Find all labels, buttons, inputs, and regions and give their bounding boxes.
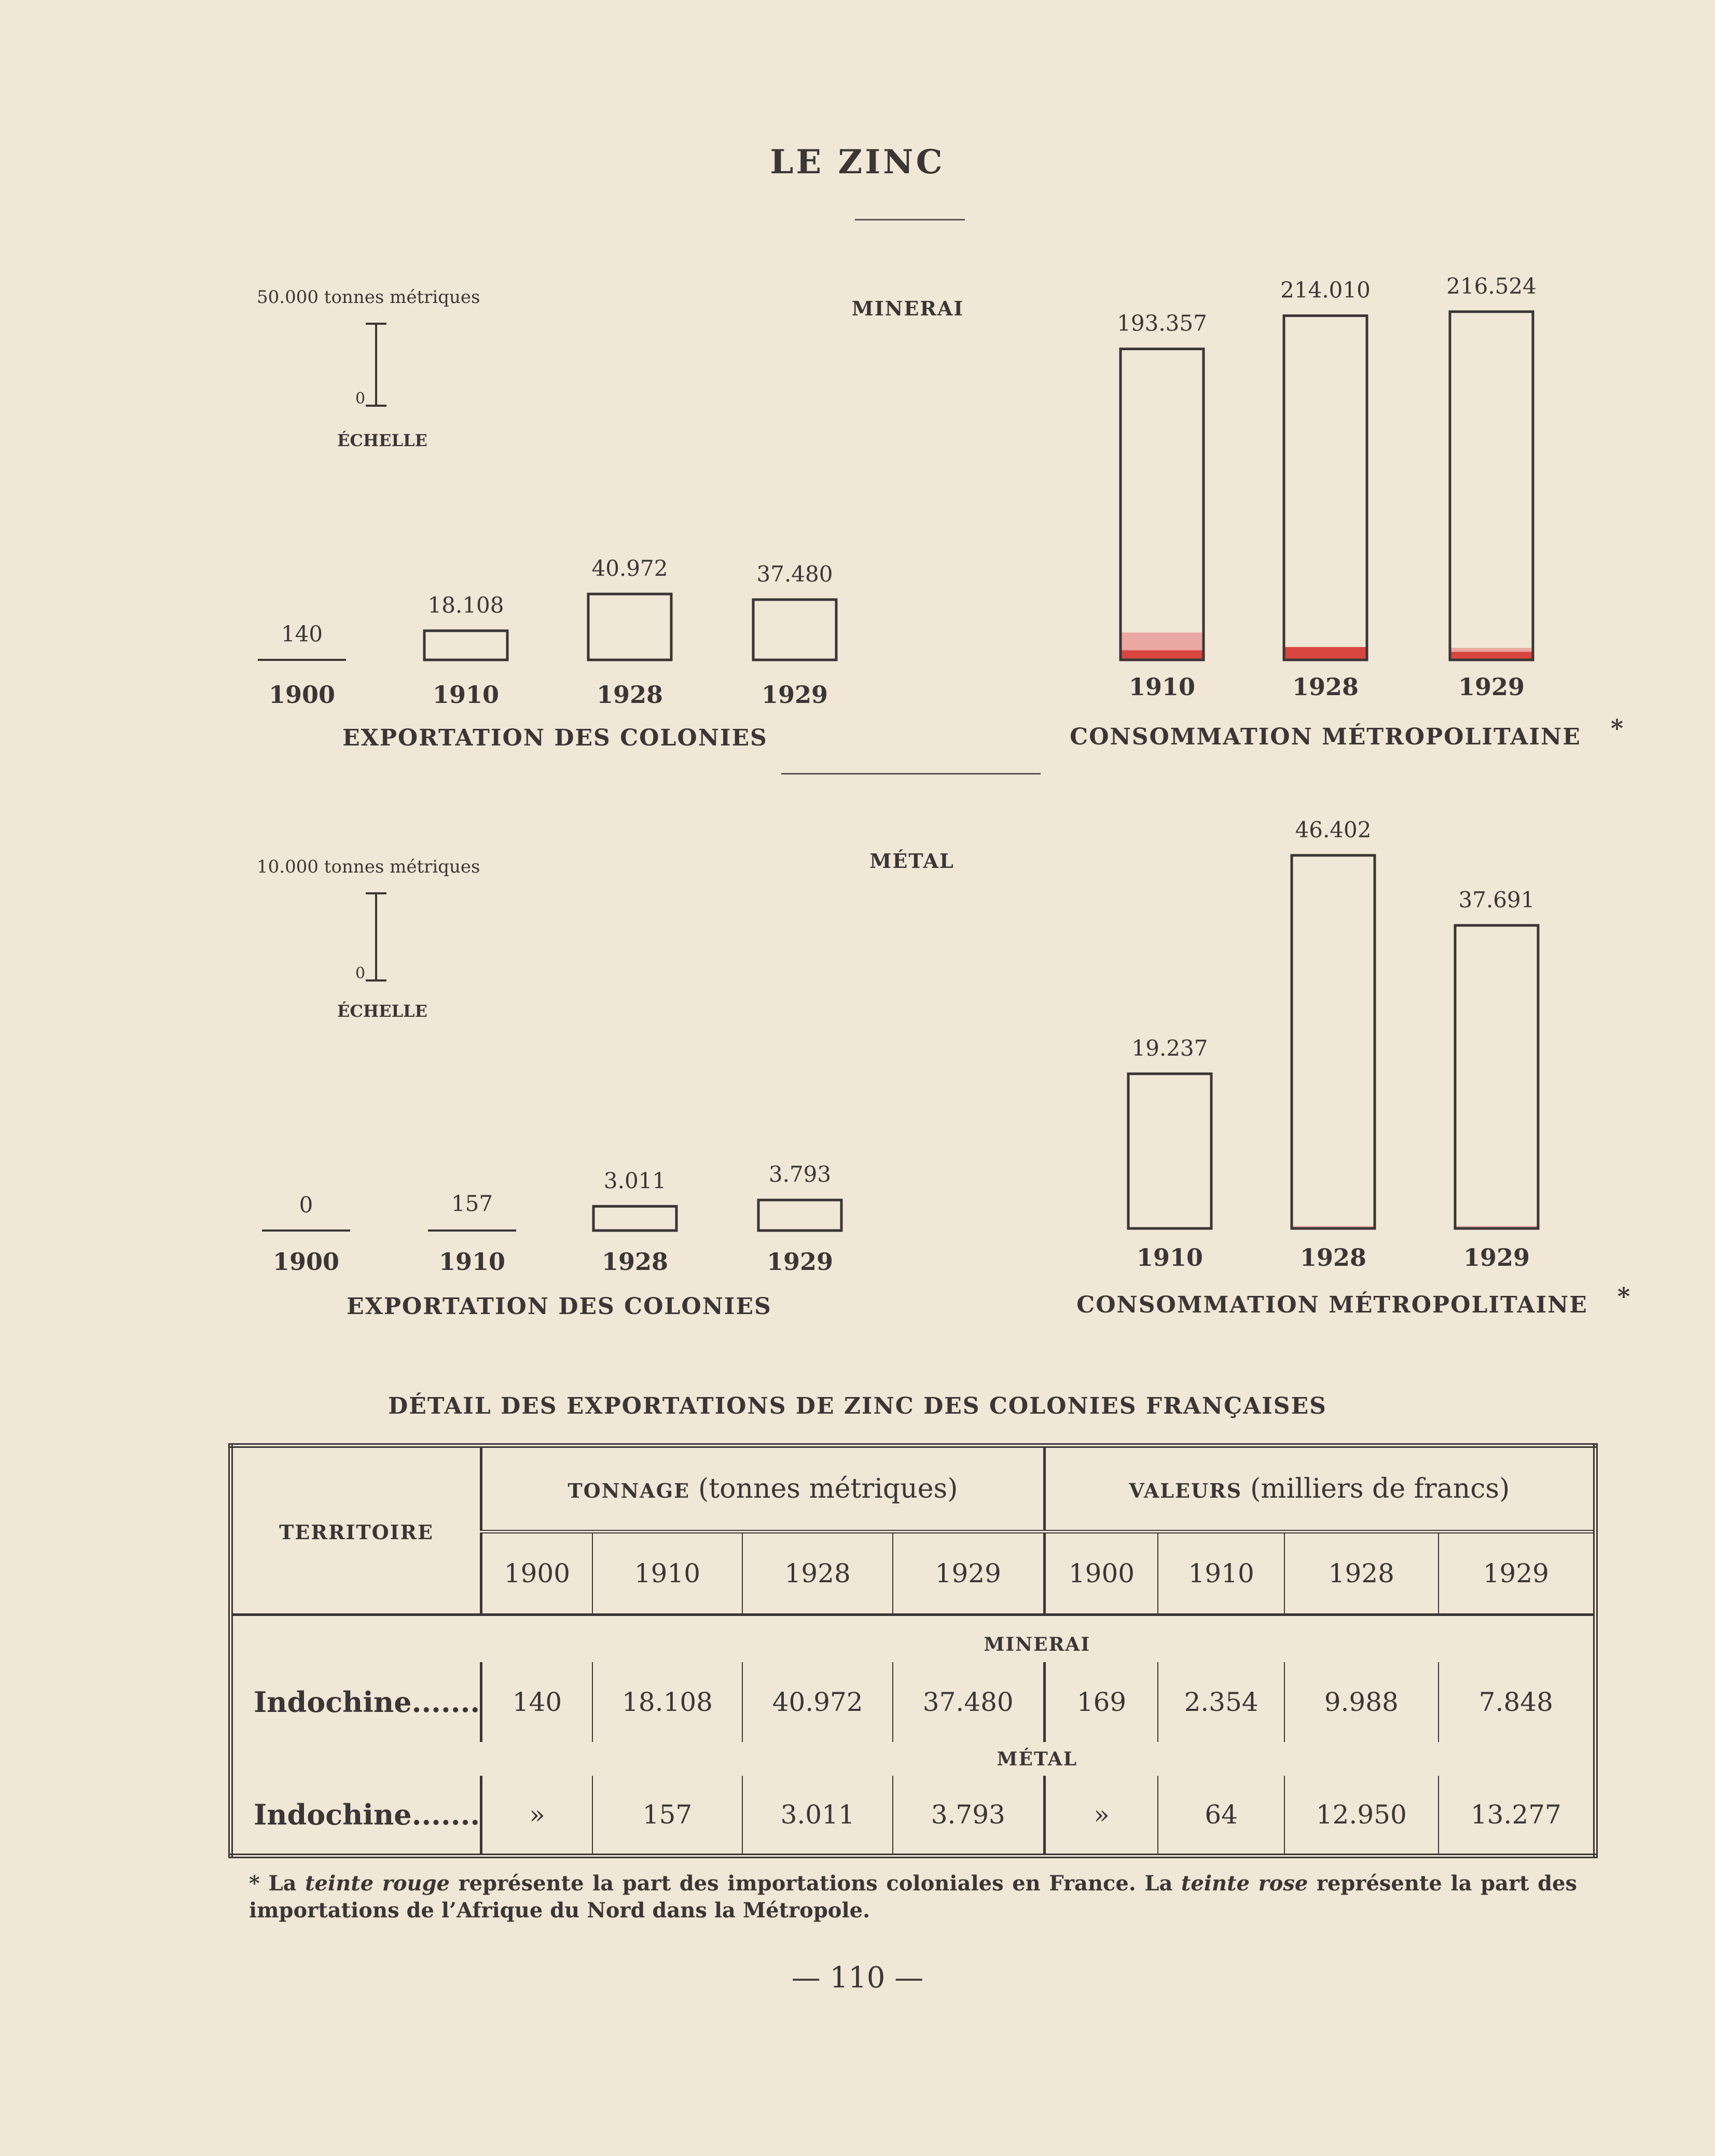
bar-value-label: 18.108	[427, 592, 504, 618]
table-cell: 12.950	[1284, 1776, 1439, 1856]
category-label: 1928	[596, 681, 663, 709]
table-cell: 40.972	[742, 1662, 893, 1742]
footnote-text: représente la part des importations de l’Afrique du Nord dans la Métropole.	[249, 1871, 1578, 1923]
tonnage-header-small: TONNAGE	[568, 1478, 690, 1502]
bar-segment-rouge	[1121, 650, 1204, 660]
bar-segment-rose	[1450, 648, 1533, 652]
tonnage-header	[481, 1446, 1044, 1532]
category-label: 1928	[601, 1248, 669, 1276]
bar-segment-rouge	[1284, 647, 1367, 660]
category-label: 1900	[268, 681, 336, 709]
year-header: 1900	[1044, 1531, 1158, 1614]
bar	[1450, 312, 1533, 660]
table-cell: 64	[1158, 1776, 1284, 1856]
table-cell: 169	[1044, 1662, 1158, 1742]
scale-value-label: 10.000 tonnes métriques	[257, 856, 480, 877]
territory-cell: Indochine.......	[231, 1776, 481, 1856]
category-label: 1910	[438, 1248, 506, 1276]
table-title: DÉTAIL DES EXPORTATIONS DE ZINC DES COLONIES FRANÇAISES	[388, 1393, 1327, 1419]
year-header: 1910	[592, 1531, 743, 1614]
table-cell: 37.480	[893, 1662, 1044, 1742]
year-header: 1900	[481, 1531, 592, 1614]
table-cell: »	[1044, 1776, 1158, 1856]
footnote-star: *	[249, 1871, 260, 1896]
chart-title: EXPORTATION DES COLONIES	[347, 1293, 772, 1320]
section-label-metal: MÉTAL	[997, 1748, 1078, 1770]
table-cell: 3.793	[893, 1776, 1044, 1856]
bar-value-label: 3.011	[603, 1168, 667, 1194]
chart-title: EXPORTATION DES COLONIES	[342, 725, 768, 751]
bar-value-label: 37.691	[1458, 887, 1535, 913]
category-label: 1900	[272, 1248, 340, 1276]
table-cell: 140	[481, 1662, 592, 1742]
bar-value-label: 157	[451, 1191, 493, 1217]
scale-zero-label: 0	[355, 964, 366, 983]
table-cell: 9.988	[1284, 1662, 1439, 1742]
page-number: — 110 —	[791, 1961, 924, 1995]
bar	[1284, 316, 1367, 660]
bar-value-label: 3.793	[768, 1162, 832, 1187]
year-header: 1929	[1483, 1558, 1549, 1588]
scale-zero-label: 0	[355, 390, 366, 408]
bar	[758, 1200, 841, 1231]
bar-value-label: 37.480	[756, 561, 833, 587]
section-label: MINERAI	[851, 297, 964, 320]
category-label: 1910	[432, 681, 500, 709]
bar-value-label: 46.402	[1295, 817, 1372, 842]
bar	[753, 600, 836, 660]
bar-value-label: 19.237	[1131, 1035, 1208, 1061]
scale-value-label: 50.000 tonnes métriques	[257, 287, 480, 308]
bar	[424, 631, 507, 660]
table-row	[231, 1662, 1596, 1742]
table-cell: 18.108	[592, 1662, 743, 1742]
exports-table	[228, 1443, 1598, 1858]
category-label: 1910	[1128, 673, 1196, 701]
bar-value-label: 40.972	[591, 555, 668, 581]
bar	[1455, 925, 1538, 1228]
value-header-small: VALEURS	[1129, 1478, 1242, 1502]
bar-value-label: 140	[281, 621, 323, 647]
chart-title-marker: *	[1617, 1282, 1630, 1310]
footnote	[249, 1870, 1577, 1924]
section-label-minerai: MINERAI	[984, 1633, 1091, 1655]
section-label: MÉTAL	[869, 849, 955, 873]
minerai-export-chart	[257, 287, 964, 751]
footnote-rouge: teinte rouge	[305, 1871, 450, 1896]
bar-value-label: 214.010	[1280, 277, 1371, 303]
category-label: 1929	[766, 1248, 834, 1276]
territory-header	[231, 1446, 481, 1615]
category-label: 1929	[1458, 673, 1525, 701]
year-header: 1910	[1158, 1531, 1284, 1614]
category-label: 1929	[761, 681, 828, 709]
year-header: 1928	[742, 1531, 893, 1614]
minerai-consumption-chart	[1070, 273, 1623, 750]
table-row	[231, 1776, 1596, 1856]
category-label: 1910	[1136, 1243, 1204, 1272]
bar	[1121, 349, 1204, 660]
bar	[593, 1206, 676, 1231]
page-title: LE ZINC	[770, 143, 945, 182]
chart-title-marker: *	[1611, 714, 1624, 742]
tonnage-header-rest: (tonnes métriques)	[698, 1473, 958, 1504]
territory-cell: Indochine.......	[231, 1662, 481, 1742]
scale-label: ÉCHELLE	[337, 431, 427, 450]
bar-segment-rose	[1121, 632, 1204, 650]
table-cell: 3.011	[742, 1776, 893, 1856]
table-cell: »	[481, 1776, 592, 1856]
footnote-text: La	[259, 1871, 306, 1896]
bar	[1292, 855, 1375, 1228]
category-label: 1929	[1463, 1243, 1530, 1272]
territory-header-label: TERRITOIRE	[279, 1521, 434, 1544]
table-cell: 13.277	[1470, 1800, 1561, 1830]
bar-value-label: 0	[299, 1192, 313, 1218]
chart-title: CONSOMMATION MÉTROPOLITAINE	[1070, 724, 1581, 750]
footnote-text: représente la part des importations coloniales en France. La	[450, 1871, 1181, 1896]
bar	[1128, 1074, 1211, 1228]
bar	[588, 594, 671, 660]
metal-export-chart	[257, 849, 955, 1320]
table-cell: 7.848	[1478, 1687, 1553, 1718]
table-cell: 2.354	[1158, 1662, 1284, 1742]
table-cell: 157	[592, 1776, 743, 1856]
bar-value-label: 216.524	[1446, 273, 1537, 299]
footnote-rose: teinte rose	[1181, 1871, 1308, 1896]
scale-label: ÉCHELLE	[337, 1001, 427, 1021]
value-header	[1044, 1446, 1595, 1532]
category-label: 1928	[1299, 1243, 1367, 1272]
year-header: 1929	[893, 1531, 1044, 1614]
bar-value-label: 193.357	[1117, 310, 1207, 336]
year-header: 1928	[1284, 1531, 1439, 1614]
value-header-rest: (milliers de francs)	[1250, 1473, 1510, 1504]
metal-consumption-chart	[1076, 817, 1630, 1318]
chart-title: CONSOMMATION MÉTROPOLITAINE	[1076, 1292, 1588, 1318]
category-label: 1928	[1292, 673, 1359, 701]
